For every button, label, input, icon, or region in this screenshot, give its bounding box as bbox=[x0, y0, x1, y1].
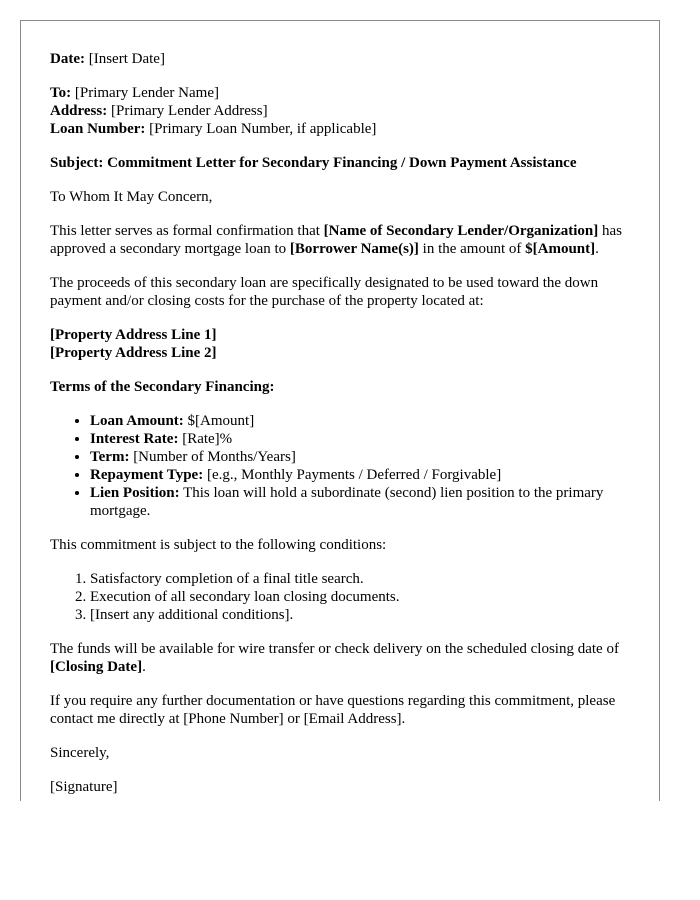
para1-text-b: has approved a secondary mortgage loan to bbox=[50, 223, 622, 257]
term-value: $[Amount] bbox=[183, 413, 255, 429]
loan-number-label: Loan Number: bbox=[50, 121, 146, 137]
list-item bbox=[90, 448, 635, 466]
salutation: To Whom It May Concern, bbox=[50, 189, 213, 205]
list-item bbox=[90, 412, 635, 430]
list-item: 1. Satisfactory completion of a final title search. bbox=[90, 570, 635, 588]
contact-paragraph: If you require any further documentation or have questions regarding this commitment, please contact me directly at [Phone Number] or [Email Address]. bbox=[50, 693, 616, 727]
term-label: Interest Rate: bbox=[90, 431, 179, 447]
closing: Sincerely, bbox=[50, 745, 110, 761]
funds-text-a: The funds will be available for wire transfer or check delivery on the scheduled closing date of bbox=[50, 641, 619, 657]
term-label: Lien Position: bbox=[90, 485, 180, 501]
proceeds-paragraph: The proceeds of this secondary loan are specifically designated to be used toward the down payment and/or closing costs for the purchase of the property located at: bbox=[50, 275, 599, 309]
para1-text-d: . bbox=[595, 241, 599, 257]
para1-text-a: This letter serves as formal confirmation that bbox=[50, 223, 324, 239]
terms-list bbox=[50, 412, 635, 520]
letter-page bbox=[20, 20, 660, 801]
term-label: Term: bbox=[90, 449, 130, 465]
term-value: [Rate]% bbox=[178, 431, 233, 447]
loan-number-value: [Primary Loan Number, if applicable] bbox=[145, 121, 377, 137]
term-value: [Number of Months/Years] bbox=[129, 449, 296, 465]
loan-amount: $[Amount] bbox=[525, 241, 596, 257]
para1-text-c: in the amount of bbox=[418, 241, 526, 257]
funds-paragraph bbox=[50, 640, 635, 676]
recipient-block bbox=[50, 84, 635, 138]
list-item bbox=[90, 466, 635, 484]
funds-text-b: . bbox=[142, 659, 146, 675]
date-label: Date: bbox=[50, 51, 85, 67]
to-label: To: bbox=[50, 85, 72, 101]
closing-date: [Closing Date] bbox=[50, 659, 143, 675]
list-item bbox=[90, 484, 635, 520]
property-address-line1: [Property Address Line 1] bbox=[50, 327, 217, 343]
terms-heading: Terms of the Secondary Financing: bbox=[50, 379, 275, 395]
confirmation-paragraph bbox=[50, 222, 635, 258]
address-value: [Primary Lender Address] bbox=[107, 103, 268, 119]
address-label: Address: bbox=[50, 103, 108, 119]
date-value: [Insert Date] bbox=[84, 51, 165, 67]
property-address-line2: [Property Address Line 2] bbox=[50, 345, 217, 361]
subject-line: Subject: Commitment Letter for Secondary Financing / Down Payment Assistance bbox=[50, 155, 577, 171]
borrower-name: [Borrower Name(s)] bbox=[289, 241, 419, 257]
term-label: Loan Amount: bbox=[90, 413, 184, 429]
secondary-lender-name: [Name of Secondary Lender/Organization] bbox=[323, 223, 599, 239]
list-item: 3. [Insert any additional conditions]. bbox=[90, 606, 635, 624]
list-item bbox=[90, 430, 635, 448]
term-value: This loan will hold a subordinate (second) lien position to the primary mortgage. bbox=[90, 485, 604, 519]
conditions-list bbox=[50, 570, 635, 624]
to-value: [Primary Lender Name] bbox=[71, 85, 219, 101]
term-value: [e.g., Monthly Payments / Deferred / Forgivable] bbox=[203, 467, 502, 483]
signature: [Signature] bbox=[50, 779, 118, 795]
property-address bbox=[50, 326, 635, 362]
conditions-intro: This commitment is subject to the following conditions: bbox=[50, 537, 387, 553]
list-item: 2. Execution of all secondary loan closing documents. bbox=[90, 588, 635, 606]
date-line bbox=[50, 50, 635, 68]
term-label: Repayment Type: bbox=[90, 467, 204, 483]
commitment-letter bbox=[50, 50, 635, 801]
